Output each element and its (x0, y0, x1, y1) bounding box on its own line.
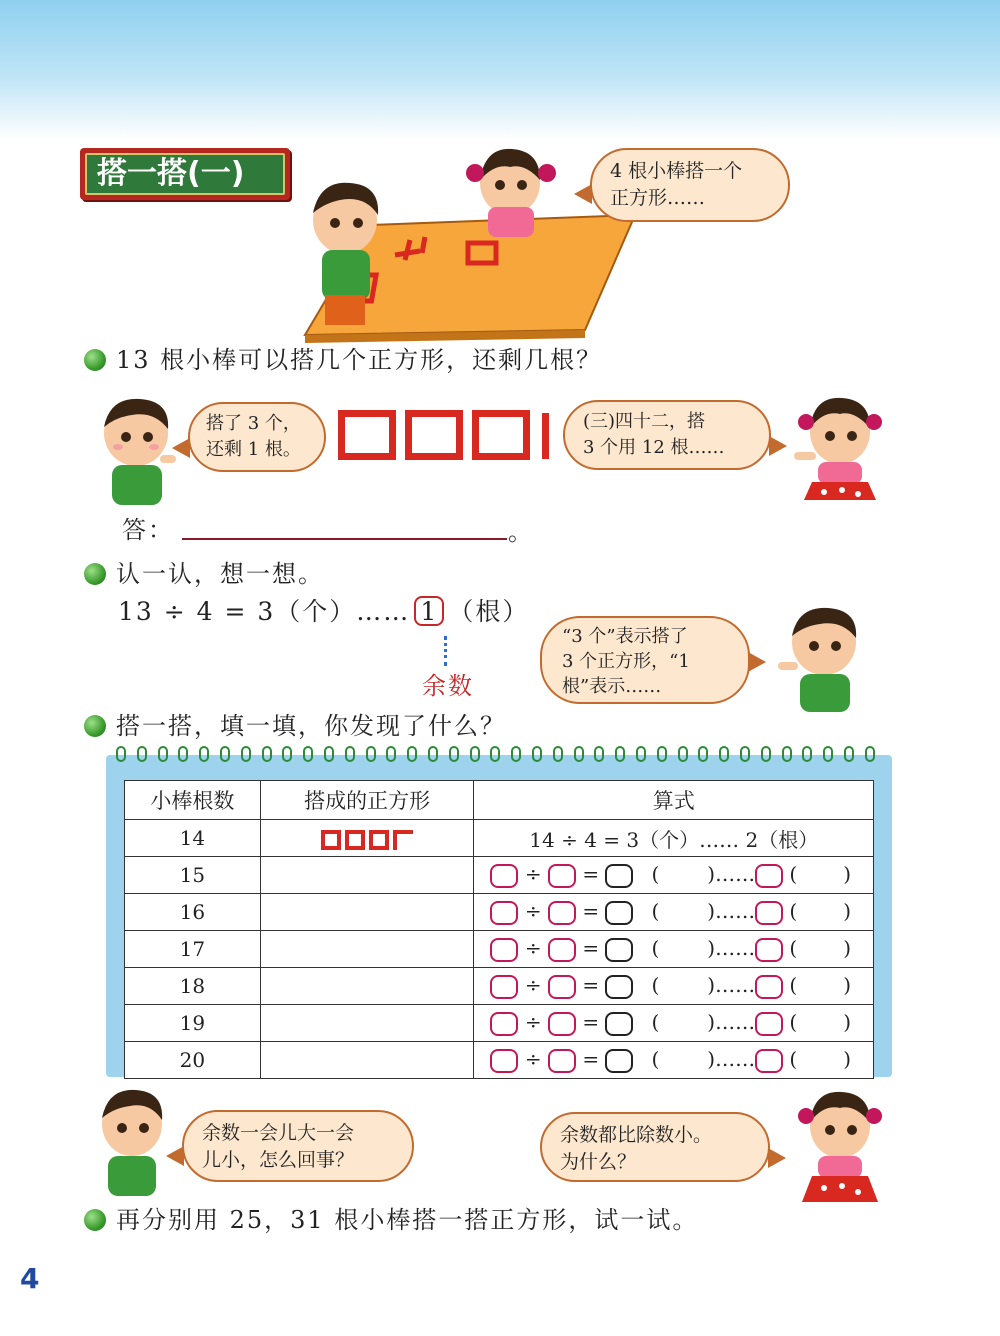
mini-square-icon (369, 830, 389, 850)
table-row (125, 968, 874, 1005)
quotient-box[interactable] (605, 975, 633, 999)
table-row (125, 857, 874, 894)
equation-left: 13 ÷ 4 = 3（个）…… (118, 597, 411, 626)
ring-icon (262, 746, 272, 762)
divisor-box[interactable] (548, 975, 576, 999)
ring-icon (116, 746, 126, 762)
ring-icon (511, 746, 521, 762)
bubble-line: 3 个正方形，“1 (562, 651, 690, 672)
ring-icon (386, 746, 396, 762)
kids-building-illustration (300, 145, 640, 345)
squares-drawing-cell[interactable] (260, 1005, 474, 1042)
ring-icon (345, 746, 355, 762)
ring-icon (449, 746, 459, 762)
try-again-heading (84, 1204, 698, 1236)
stick-square (405, 410, 463, 460)
stick-count-cell: 14 (125, 820, 261, 857)
ring-icon (636, 746, 646, 762)
quotient-box[interactable] (605, 938, 633, 962)
bubble-line: 搭了 3 个， (206, 413, 301, 434)
ring-icon (719, 746, 729, 762)
girl-thinking-illustration (790, 1086, 890, 1204)
bubble-line: 为什么？ (560, 1151, 637, 1173)
table-row-example (125, 820, 874, 857)
bubble-line: 根”表示…… (562, 676, 662, 697)
stick-count-cell: 15 (125, 857, 261, 894)
remainder-label: 余数 (422, 672, 474, 700)
division-equation (118, 596, 529, 628)
ring-icon (657, 746, 667, 762)
formula-cell: ÷ = ( )…… ( ) (474, 857, 874, 894)
ring-icon (303, 746, 313, 762)
question-13-sticks (84, 344, 602, 376)
ring-icon (470, 746, 480, 762)
table-row (125, 931, 874, 968)
remainder-box[interactable] (755, 1012, 783, 1036)
stick-square (338, 410, 396, 460)
equation-right: （根） (448, 597, 530, 626)
formula-cell: ÷ = ( )…… ( ) (474, 1042, 874, 1079)
answer-end-mark: 。 (508, 518, 534, 546)
divisor-box[interactable] (548, 938, 576, 962)
remainder-box[interactable] (755, 938, 783, 962)
lesson-title: 搭一搭(一) (85, 153, 285, 195)
ring-icon (428, 746, 438, 762)
girl-speech-bubble-2 (540, 1112, 770, 1182)
ring-icon (178, 746, 188, 762)
boy-speech-bubble-3 (182, 1110, 414, 1182)
recognize-heading (84, 558, 324, 590)
ring-icon (740, 746, 750, 762)
ring-icon (241, 746, 251, 762)
squares-drawing-cell (260, 820, 474, 857)
green-bullet-icon (84, 1209, 106, 1231)
boy-thinking-illustration (92, 1086, 172, 1198)
remainder-box[interactable] (755, 901, 783, 925)
ring-icon (199, 746, 209, 762)
ring-icon (574, 746, 584, 762)
divisor-box[interactable] (548, 864, 576, 888)
dividend-box[interactable] (490, 864, 518, 888)
ring-icon (678, 746, 688, 762)
formula-cell: 14 ÷ 4 = 3（个）…… 2（根） (474, 820, 874, 857)
sky-header-band (0, 0, 1000, 140)
ring-icon (844, 746, 854, 762)
dividend-box[interactable] (490, 901, 518, 925)
bubble-line: 4 根小棒搭一个 (610, 160, 743, 182)
ring-icon (220, 746, 230, 762)
header-formula: 算式 (474, 781, 874, 820)
stick-count-cell: 20 (125, 1042, 261, 1079)
remainder-box: 1 (414, 596, 444, 626)
ring-icon (865, 746, 875, 762)
boy-explaining-illustration (776, 604, 868, 714)
table-row (125, 894, 874, 931)
boy-speech-bubble-1 (188, 402, 326, 472)
ring-icon (802, 746, 812, 762)
quotient-box[interactable] (605, 1012, 633, 1036)
mini-square-icon (321, 830, 341, 850)
formula-cell: ÷ = ( )…… ( ) (474, 931, 874, 968)
dividend-box[interactable] (490, 938, 518, 962)
bubble-line: 正方形…… (610, 187, 706, 209)
boy-speech-bubble-2 (540, 616, 750, 704)
formula-cell: ÷ = ( )…… ( ) (474, 894, 874, 931)
bubble-line: 儿小，怎么回事？ (202, 1149, 355, 1171)
quotient-box[interactable] (605, 1049, 633, 1073)
ring-icon (823, 746, 833, 762)
divisor-box[interactable] (548, 1012, 576, 1036)
dividend-box[interactable] (490, 1012, 518, 1036)
answer-label: 答： (122, 516, 174, 544)
divisor-box[interactable] (548, 1049, 576, 1073)
ring-icon (553, 746, 563, 762)
partial-square-icon (393, 830, 413, 850)
bubble-line: 还剩 1 根。 (206, 439, 301, 460)
squares-drawing-cell[interactable] (260, 1042, 474, 1079)
ring-icon (137, 746, 147, 762)
build-fill-heading (84, 710, 506, 742)
green-bullet-icon (84, 349, 106, 371)
page-number: 4 (20, 1262, 40, 1295)
answer-blank[interactable] (182, 538, 507, 540)
lesson-title-plate (80, 148, 290, 200)
table-header-row (125, 781, 874, 820)
squares-drawing-cell[interactable] (260, 894, 474, 931)
dividend-box[interactable] (490, 975, 518, 999)
girl-speech-bubble-1 (563, 400, 771, 470)
recognize-text: 认一认，想一想。 (116, 560, 324, 588)
bubble-line: 3 个用 12 根…… (583, 437, 725, 458)
ring-icon (532, 746, 542, 762)
question-text: 13 根小棒可以搭几个正方形，还剩几根？ (116, 346, 603, 374)
bubble-line: (三)四十二，搭 (583, 411, 706, 432)
quotient-box[interactable] (605, 901, 633, 925)
boy-pointing-illustration (92, 395, 184, 510)
notebook-rings (116, 746, 886, 766)
stick-count-cell: 18 (125, 968, 261, 1005)
formula-cell: ÷ = ( )…… ( ) (474, 1005, 874, 1042)
try-again-text: 再分别用 25，31 根小棒搭一搭正方形，试一试。 (116, 1206, 699, 1234)
ring-icon (158, 746, 168, 762)
stick-count-cell: 19 (125, 1005, 261, 1042)
formula-cell: ÷ = ( )…… ( ) (474, 968, 874, 1005)
leftover-stick (542, 413, 549, 459)
squares-drawing-cell[interactable] (260, 931, 474, 968)
table-row (125, 1005, 874, 1042)
ring-icon (324, 746, 334, 762)
ring-icon (615, 746, 625, 762)
ring-icon (490, 746, 500, 762)
ring-icon (594, 746, 604, 762)
ring-icon (282, 746, 292, 762)
remainder-box[interactable] (755, 1049, 783, 1073)
quotient-box[interactable] (605, 864, 633, 888)
girl-pointing-illustration (790, 392, 890, 502)
divisor-box[interactable] (548, 901, 576, 925)
green-bullet-icon (84, 563, 106, 585)
stick-square (472, 410, 530, 460)
stick-division-table (124, 780, 874, 1079)
dividend-box[interactable] (490, 1049, 518, 1073)
header-squares-built: 搭成的正方形 (260, 781, 474, 820)
dotted-pointer (444, 636, 455, 666)
green-bullet-icon (84, 715, 106, 737)
stick-count-cell: 16 (125, 894, 261, 931)
bubble-line: 余数一会儿大一会 (202, 1122, 355, 1144)
ring-icon (698, 746, 708, 762)
intro-speech-bubble (590, 148, 790, 222)
stick-count-cell: 17 (125, 931, 261, 968)
ring-icon (407, 746, 417, 762)
ring-icon (761, 746, 771, 762)
ring-icon (782, 746, 792, 762)
remainder-box[interactable] (755, 864, 783, 888)
table-row (125, 1042, 874, 1079)
squares-drawing-cell[interactable] (260, 857, 474, 894)
build-fill-text: 搭一搭，填一填，你发现了什么？ (116, 712, 506, 740)
mini-square-icon (345, 830, 365, 850)
bubble-line: “3 个”表示搭了 (562, 626, 688, 647)
ring-icon (366, 746, 376, 762)
squares-drawing-cell[interactable] (260, 968, 474, 1005)
header-stick-count: 小棒根数 (125, 781, 261, 820)
remainder-box[interactable] (755, 975, 783, 999)
bubble-line: 余数都比除数小。 (560, 1124, 713, 1146)
